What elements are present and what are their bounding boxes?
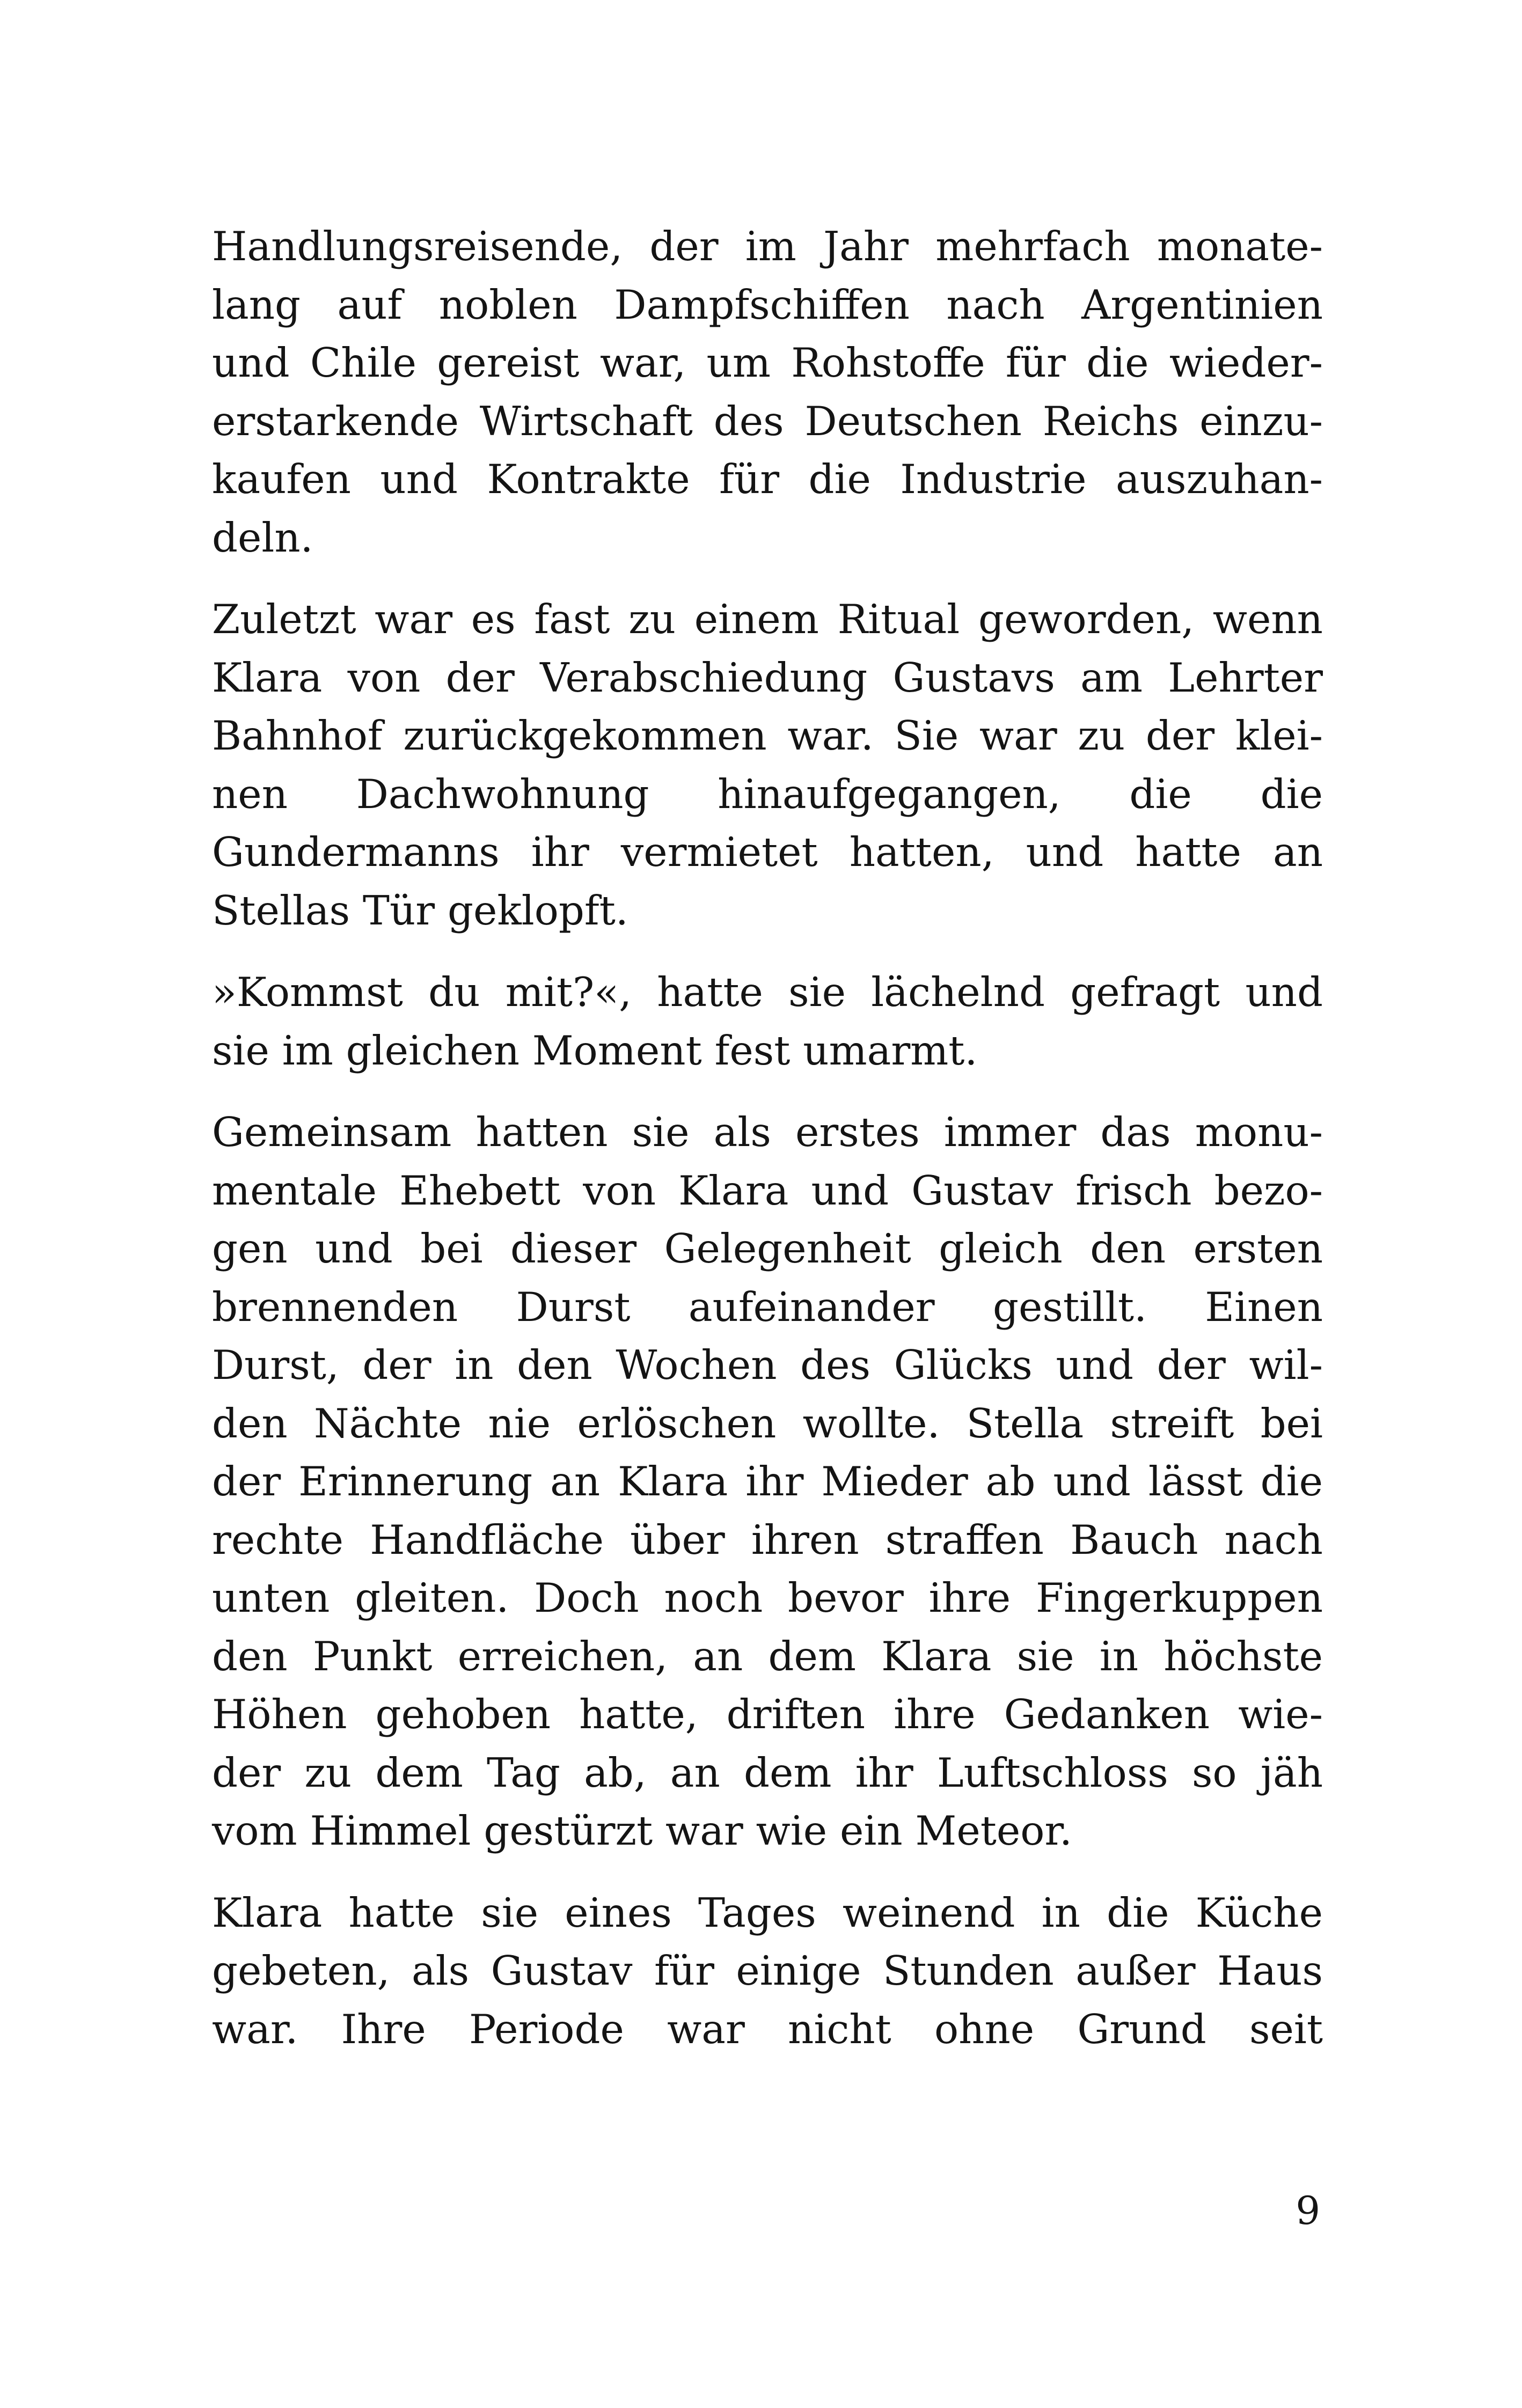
text-line: gen und bei dieser Gelegenheit gleich den ersten (212, 1225, 1323, 1272)
paragraph-2 (212, 590, 1323, 939)
text-line: Klara von der Verabschiedung Gustavs am Lehrter (212, 654, 1323, 701)
paragraph-1 (212, 217, 1323, 567)
text-line: war. Ihre Periode war nicht ohne Grund seit (212, 2005, 1323, 2053)
text-line: kaufen und Kontrakte für die Industrie auszuhan- (212, 456, 1323, 503)
text-line: unten gleiten. Doch noch bevor ihre Fingerkuppen (212, 1574, 1323, 1621)
text-line: gebeten, als Gustav für einige Stunden außer Haus (212, 1947, 1323, 1994)
text-line: Stellas Tür geklopft. (212, 886, 628, 934)
text-line: mentale Ehebett von Klara und Gustav frisch bezo- (212, 1166, 1323, 1214)
paragraph-5 (212, 1884, 1323, 2059)
text-line: den Nächte nie erlöschen wollte. Stella streift bei (212, 1399, 1323, 1447)
text-line: Höhen gehoben hatte, driften ihre Gedanken wie- (212, 1691, 1323, 1738)
text-line: vom Himmel gestürzt war wie ein Meteor. (212, 1807, 1072, 1854)
paragraph-4 (212, 1103, 1323, 1860)
text-line: »Kommst du mit?«, hatte sie lächelnd gefragt und (212, 968, 1323, 1016)
text-line: erstarkende Wirtschaft des Deutschen Reichs einzu- (212, 397, 1323, 445)
text-line: deln. (212, 513, 313, 561)
text-line: Gemeinsam hatten sie als erstes immer das monu- (212, 1108, 1323, 1156)
text-line: und Chile gereist war, um Rohstoffe für die wieder- (212, 339, 1323, 386)
text-line: nen Dachwohnung hinaufgegangen, die die (212, 770, 1323, 818)
text-line: Zuletzt war es fast zu einem Ritual geworden, wenn (212, 596, 1323, 643)
text-line: der zu dem Tag ab, an dem ihr Luftschloss so jäh (212, 1749, 1323, 1796)
text-line: lang auf noblen Dampfschiffen nach Argentinien (212, 281, 1323, 328)
text-line: Klara hatte sie eines Tages weinend in die Küche (212, 1889, 1323, 1936)
text-line: den Punkt erreichen, an dem Klara sie in höchste (212, 1632, 1323, 1680)
text-line: Gundermanns ihr vermietet hatten, und hatte an (212, 828, 1323, 876)
text-line: Handlungsreisende, der im Jahr mehrfach monate- (212, 223, 1323, 270)
text-line: rechte Handfläche über ihren straffen Bauch nach (212, 1516, 1323, 1563)
text-line: brennenden Durst aufeinander gestillt. Einen (212, 1283, 1323, 1331)
text-line: Durst, der in den Wochen des Glücks und der wil- (212, 1341, 1323, 1389)
body-text (212, 217, 1323, 2082)
paragraph-3 (212, 963, 1323, 1080)
text-line: Bahnhof zurückgekommen war. Sie war zu der klei- (212, 712, 1323, 759)
page-number: 9 (1296, 2188, 1320, 2233)
text-line: der Erinnerung an Klara ihr Mieder ab und lässt die (212, 1458, 1323, 1505)
text-line: sie im gleichen Moment fest umarmt. (212, 1026, 978, 1074)
